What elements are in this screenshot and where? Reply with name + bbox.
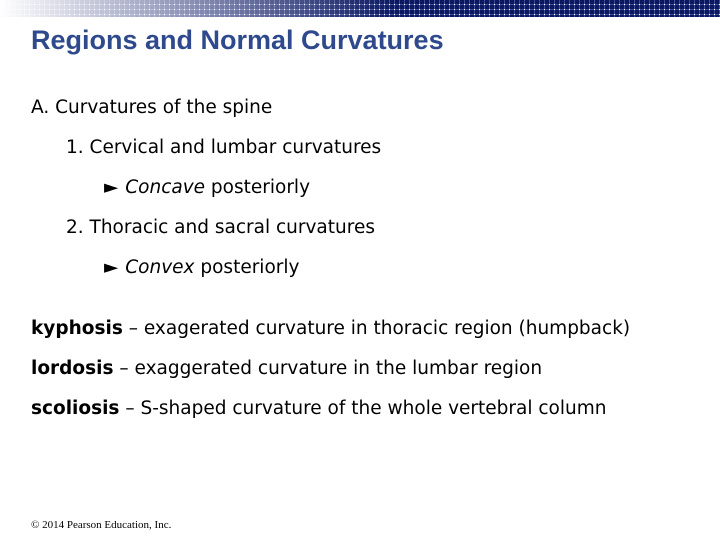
arrow-bullet-icon: ► xyxy=(104,257,119,278)
definition-text: – S-shaped curvature of the whole vertebral column xyxy=(119,398,607,419)
definition-scoliosis xyxy=(31,400,606,419)
subitem-1-emphasis: Concave xyxy=(125,177,206,198)
definition-lordosis xyxy=(31,360,542,379)
definition-term: scoliosis xyxy=(31,398,120,419)
definition-term: kyphosis xyxy=(31,318,123,339)
subitem-2-text: posteriorly xyxy=(194,257,300,278)
copyright-footer: © 2014 Pearson Education, Inc. xyxy=(31,519,172,531)
subitem-1-text: posteriorly xyxy=(205,177,311,198)
top-decorative-banner xyxy=(0,0,720,17)
outline-subitem-2 xyxy=(104,259,299,278)
arrow-bullet-icon: ► xyxy=(104,177,119,198)
definition-term: lordosis xyxy=(31,358,114,379)
definition-kyphosis xyxy=(31,320,630,339)
definition-text: – exaggerated curvature in the lumbar region xyxy=(113,358,543,379)
subitem-2-emphasis: Convex xyxy=(125,257,195,278)
outline-item-2: 2. Thoracic and sacral curvatures xyxy=(66,217,375,238)
slide-title: Regions and Normal Curvatures xyxy=(31,25,444,55)
outline-item-1: 1. Cervical and lumbar curvatures xyxy=(66,137,382,158)
outline-heading: A. Curvatures of the spine xyxy=(31,97,273,118)
definition-text: – exagerated curvature in thoracic region (humpback) xyxy=(122,318,631,339)
outline-subitem-1 xyxy=(104,179,310,198)
